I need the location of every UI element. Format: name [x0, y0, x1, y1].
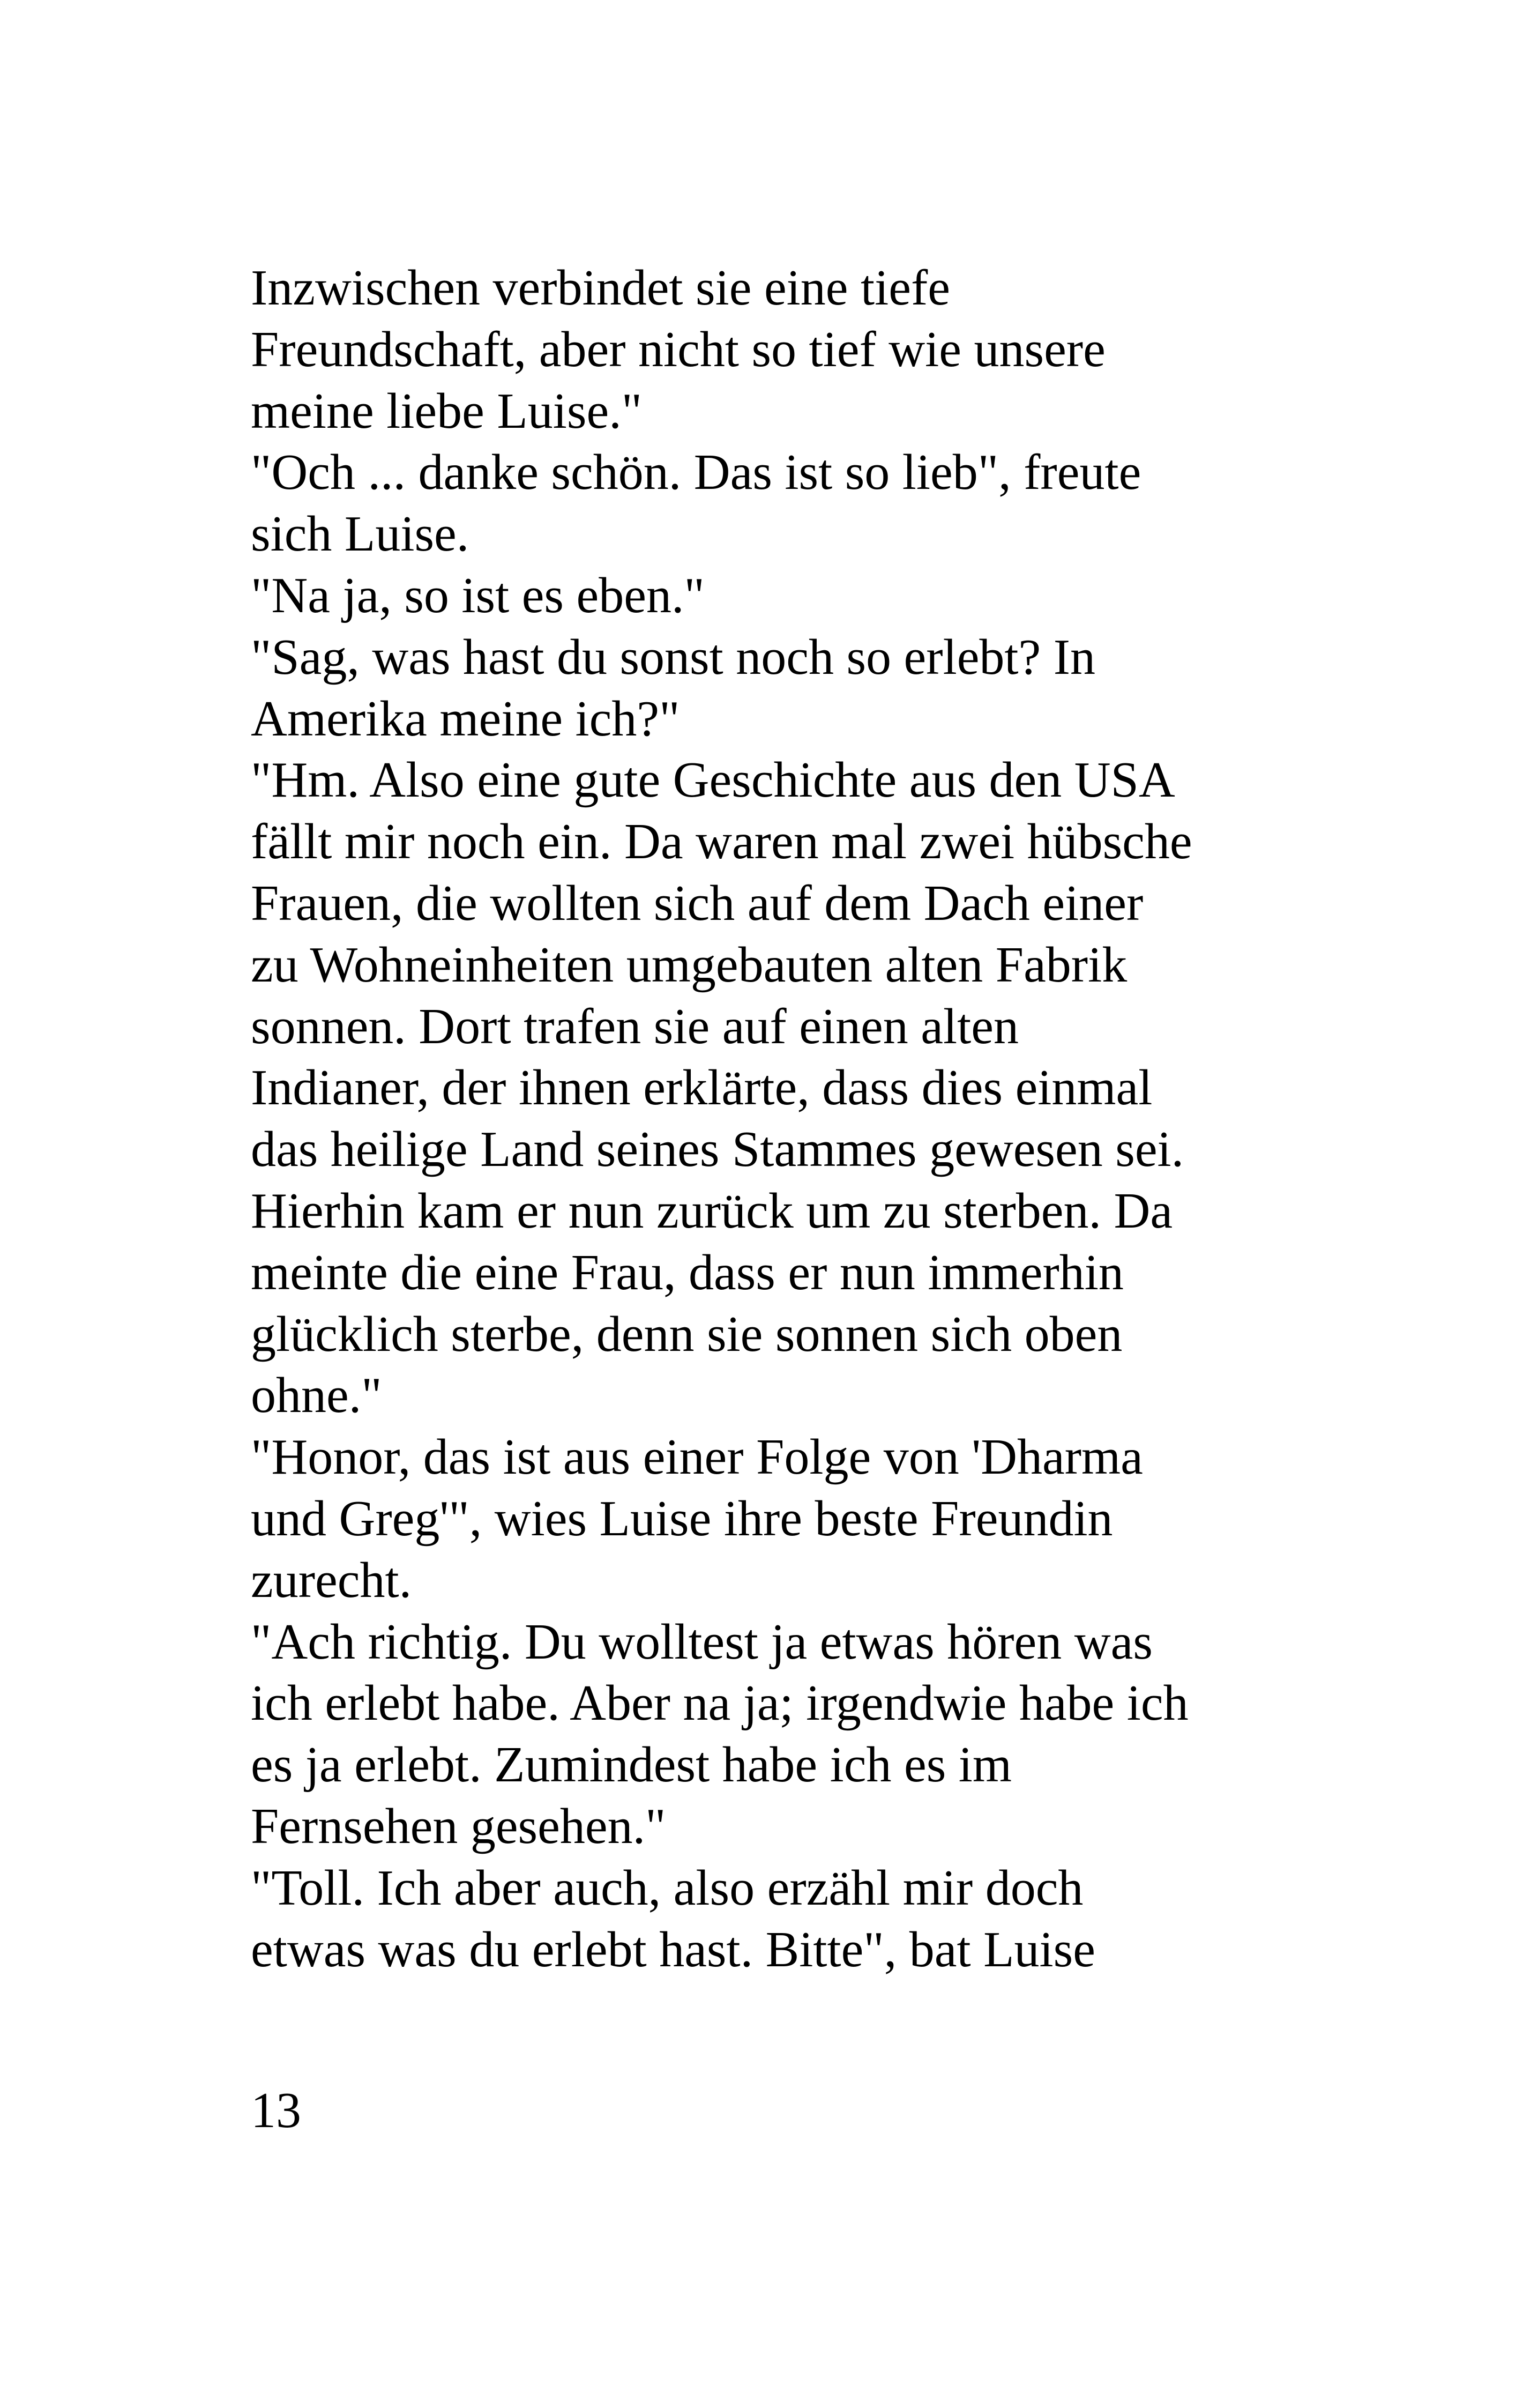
text-line: "Na ja, so ist es eben." — [251, 567, 705, 623]
text-line: Amerika meine ich?" — [251, 690, 680, 747]
text-line: ich erlebt habe. Aber na ja; irgendwie habe ich — [251, 1675, 1189, 1731]
text-line: das heilige Land seines Stammes gewesen sei. — [251, 1121, 1184, 1178]
text-line: fällt mir noch ein. Da waren mal zwei hübsche — [251, 814, 1192, 870]
text-line: "Honor, das ist aus einer Folge von 'Dharma — [251, 1429, 1143, 1485]
text-line: meinte die eine Frau, dass er nun immerhin — [251, 1244, 1124, 1300]
text-line: ohne." — [251, 1367, 382, 1424]
text-line: Frauen, die wollten sich auf dem Dach einer — [251, 875, 1144, 931]
text-line: "Ach richtig. Du wolltest ja etwas hören was — [251, 1614, 1153, 1670]
text-line: Inzwischen verbindet sie eine tiefe — [251, 260, 950, 316]
text-line: "Toll. Ich aber auch, also erzähl mir doch — [251, 1860, 1084, 1916]
text-line: sonnen. Dort trafen sie auf einen alten — [251, 998, 1019, 1054]
text-line: Indianer, der ihnen erklärte, dass dies einmal — [251, 1060, 1153, 1116]
page-number: 13 — [251, 2083, 301, 2138]
text-line: Hierhin kam er nun zurück um zu sterben. Da — [251, 1183, 1173, 1239]
text-line: "Och ... danke schön. Das ist so lieb", freute — [251, 444, 1141, 501]
text-line: "Hm. Also eine gute Geschichte aus den USA — [251, 752, 1175, 808]
text-line: Fernsehen gesehen." — [251, 1798, 666, 1854]
text-line: etwas was du erlebt hast. Bitte", bat Luise — [251, 1921, 1095, 1978]
text-line: und Greg'", wies Luise ihre beste Freundin — [251, 1490, 1113, 1547]
page-body-text — [251, 257, 1323, 1980]
text-line: Freundschaft, aber nicht so tief wie unsere — [251, 321, 1106, 377]
text-line: zu Wohneinheiten umgebauten alten Fabrik — [251, 937, 1128, 993]
text-line: meine liebe Luise." — [251, 383, 643, 439]
text-line: "Sag, was hast du sonst noch so erlebt? In — [251, 629, 1096, 685]
text-line: zurecht. — [251, 1552, 412, 1608]
text-line: glücklich sterbe, denn sie sonnen sich oben — [251, 1306, 1123, 1362]
text-line: es ja erlebt. Zumindest habe ich es im — [251, 1737, 1012, 1793]
text-line: sich Luise. — [251, 506, 469, 562]
